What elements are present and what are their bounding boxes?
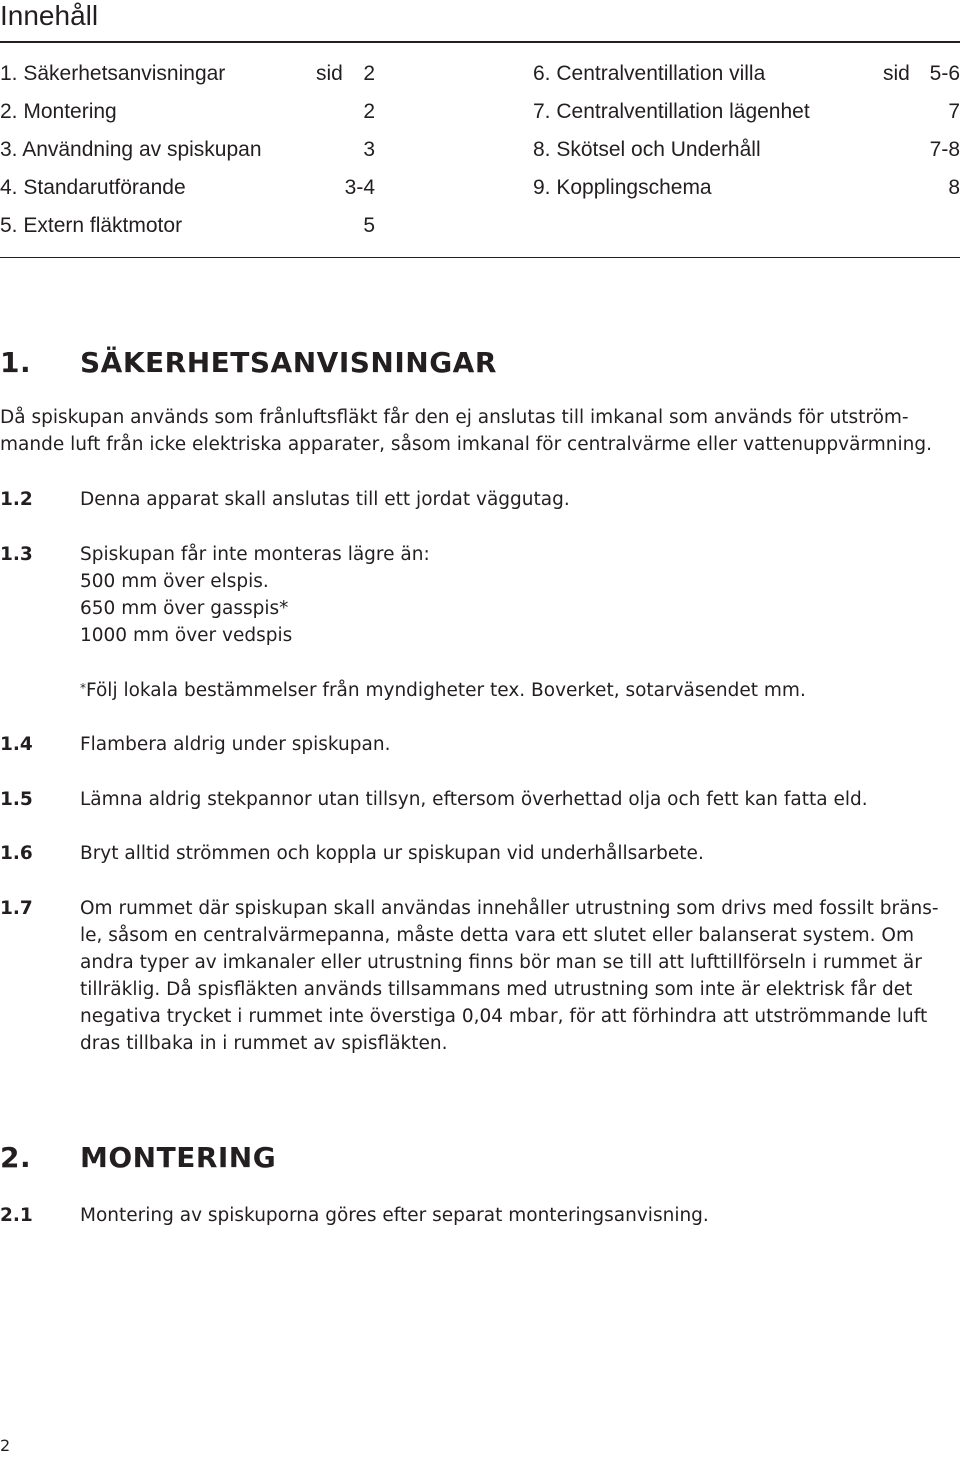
item-line: Lämna aldrig stekpannor utan tillsyn, eftersom överhettad olja och fett kan fatta eld. xyxy=(80,789,868,810)
footnote-text: Följ lokala bestämmelser från myndigheter tex. Boverket, sotarväsendet mm. xyxy=(86,680,806,701)
toc-item-label: 6. Centralventillation villa xyxy=(533,62,766,85)
item-line: Spiskupan får inte monteras lägre än: xyxy=(80,544,430,565)
toc-item-label: 7. Centralventillation lägenhet xyxy=(533,100,810,123)
item-line: tillräklig. Då spisfläkten används tillsammans med utrustning som inte är elektrisk får det xyxy=(80,979,913,1000)
item-number: 1.2 xyxy=(0,489,33,510)
item-line: andra typer av imkanaler eller utrustning finns bör man se till att lufttillförseln i rummet är xyxy=(80,952,922,973)
item-line: Om rummet där spiskupan skall användas innehåller utrustning som drivs med fossilt bräns- xyxy=(80,898,939,919)
item-body xyxy=(80,786,958,813)
section-title: MONTERING xyxy=(80,1141,277,1174)
item-body xyxy=(80,541,958,649)
toc-item-label: 4. Standarutförande xyxy=(0,176,186,199)
item-body xyxy=(80,895,958,1057)
item-body xyxy=(80,486,958,513)
item-body xyxy=(80,1202,958,1229)
toc-item xyxy=(533,60,960,87)
intro-line: mande luft från icke elektriska apparater, såsom imkanal för centralvärme eller vattenuppvärmning. xyxy=(0,434,932,455)
toc-item-page: 5-6 xyxy=(929,62,960,85)
item-line: Denna apparat skall anslutas till ett jordat väggutag. xyxy=(80,489,570,510)
item-line: dras tillbaka in i rummet av spisfläkten. xyxy=(80,1033,448,1054)
list-item xyxy=(0,486,960,513)
toc-item-label: 9. Kopplingschema xyxy=(533,176,712,199)
list-item xyxy=(0,541,960,651)
toc-item xyxy=(0,98,375,125)
item-line: 1000 mm över vedspis xyxy=(80,625,293,646)
item-line: le, såsom en centralvärmepanna, måste detta vara ett slutet eller balanserat system. Om xyxy=(80,925,914,946)
toc-title: Innehåll xyxy=(0,0,99,31)
toc-item-prefix: sid xyxy=(883,62,910,85)
item-number: 1.4 xyxy=(0,734,33,755)
toc-item xyxy=(533,136,960,163)
footnote-mark: * xyxy=(80,681,86,695)
item-line: Flambera aldrig under spiskupan. xyxy=(80,734,391,755)
item-number: 2.1 xyxy=(0,1205,33,1226)
item-line: negativa trycket i rummet inte överstiga 0,04 mbar, för att förhindra att utströmmande luft xyxy=(80,1006,928,1027)
toc-top-rule xyxy=(0,41,960,43)
list-item xyxy=(0,731,960,758)
section-intro xyxy=(0,404,960,458)
toc-item-prefix: sid xyxy=(316,62,343,85)
section-heading xyxy=(0,1141,960,1175)
toc-item-label: 2. Montering xyxy=(0,100,117,123)
item-number: 1.7 xyxy=(0,898,33,919)
item-number: 1.6 xyxy=(0,843,33,864)
toc-item-page: 5 xyxy=(363,214,375,237)
toc-item-page: 8 xyxy=(948,176,960,199)
toc-item-label: 5. Extern fläktmotor xyxy=(0,214,183,237)
item-line: Bryt alltid strömmen och koppla ur spiskupan vid underhållsarbete. xyxy=(80,843,704,864)
toc-item xyxy=(0,174,375,201)
item-line: 650 mm över gasspis* xyxy=(80,598,289,619)
intro-line: Då spiskupan används som frånluftsfläkt får den ej anslutas till imkanal som används för utström- xyxy=(0,407,909,428)
toc-item-page: 7 xyxy=(948,100,960,123)
list-item xyxy=(0,1202,960,1229)
list-item xyxy=(0,786,960,813)
list-item xyxy=(0,840,960,867)
item-number: 1.3 xyxy=(0,544,33,565)
toc-item-label: 8. Skötsel och Underhåll xyxy=(533,138,761,161)
item-line: Montering av spiskuporna göres efter separat monteringsanvisning. xyxy=(80,1205,709,1226)
item-body xyxy=(80,731,958,758)
toc-item xyxy=(0,136,375,163)
toc-item-page: 3-4 xyxy=(344,176,375,199)
page-number: 2 xyxy=(0,1436,11,1455)
toc-item-page: 7-8 xyxy=(929,138,960,161)
toc-item xyxy=(0,60,375,87)
toc-item xyxy=(533,174,960,201)
list-item xyxy=(0,895,960,1060)
section-heading xyxy=(0,346,960,380)
toc-item xyxy=(533,98,960,125)
item-number: 1.5 xyxy=(0,789,33,810)
toc-item-label: 3. Användning av spiskupan xyxy=(0,138,262,161)
section-number: 2. xyxy=(0,1141,32,1174)
toc-item-page: 3 xyxy=(363,138,375,161)
section-title: SÄKERHETSANVISNINGAR xyxy=(80,346,497,379)
toc-item-label: 1. Säkerhetsanvisningar xyxy=(0,62,226,85)
toc-item xyxy=(0,212,375,239)
section-number: 1. xyxy=(0,346,32,379)
toc-bottom-rule xyxy=(0,257,960,258)
item-line: 500 mm över elspis. xyxy=(80,571,269,592)
item-body xyxy=(80,840,958,867)
toc-item-page: 2 xyxy=(363,62,375,85)
toc-item-page: 2 xyxy=(363,100,375,123)
footnote xyxy=(80,677,958,704)
